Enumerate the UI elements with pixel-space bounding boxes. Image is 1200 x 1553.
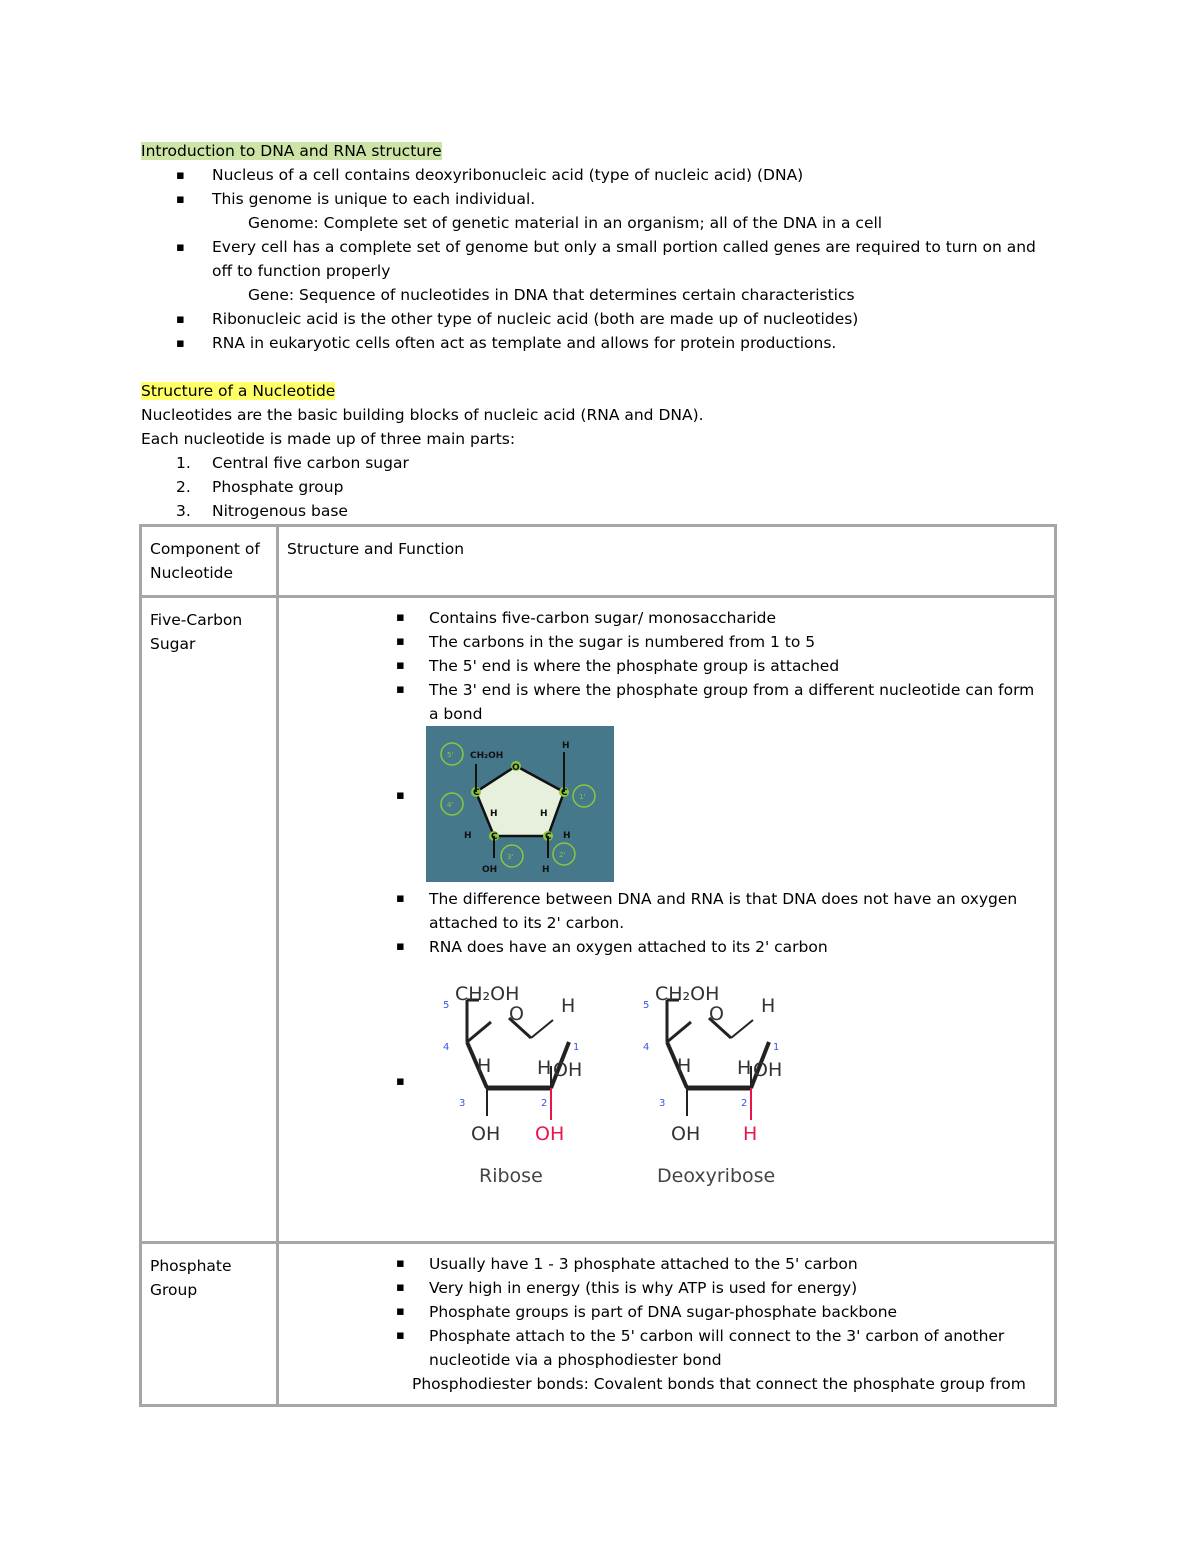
phosphate-bullet-2: Very high in energy (this is why ATP is used for energy) [429, 1279, 858, 1297]
h-label: H [563, 831, 571, 841]
c-label: C [491, 832, 498, 842]
phosphate-label: Phosphate Group [150, 1257, 232, 1299]
ribose-ring-o: O [509, 1003, 524, 1025]
bullet-marker: ▪ [396, 1280, 405, 1295]
list-number: 2. [176, 478, 191, 496]
c-label: C [473, 788, 480, 798]
deoxy-num-1: 1 [773, 1042, 780, 1053]
bullet-marker: ▪ [176, 192, 185, 207]
sugar-bullet-5: The difference between DNA and RNA is that DNA does not have an oxygen [429, 890, 1018, 908]
h-label: H [542, 865, 550, 875]
table-row-phosphate [141, 1243, 1056, 1406]
c-label: C [561, 788, 568, 798]
header-structure: Structure and Function [287, 540, 465, 558]
intro-bullet-2: This genome is unique to each individual. [212, 190, 536, 208]
ribose-num-1: 1 [573, 1042, 580, 1053]
h-label: H [464, 831, 472, 841]
ribose-h1: H [561, 995, 576, 1017]
bullet-marker: ▪ [396, 788, 405, 803]
structure-line-1: Nucleotides are the basic building blocks of nucleic acid (RNA and DNA). [141, 406, 704, 424]
structure-heading: Structure of a Nucleotide [141, 382, 336, 400]
sugar-bullet-4: The 3' end is where the phosphate group from a different nucleotide can form [429, 681, 1035, 699]
sugar-cell [279, 598, 1054, 1241]
deoxy-num-3: 3 [659, 1098, 666, 1109]
table-row-sugar [141, 597, 1056, 1243]
ribose-oh-3: OH [471, 1123, 501, 1145]
ribose-num-4: 4 [443, 1042, 450, 1053]
bullet-marker: ▪ [176, 240, 185, 255]
sugar-bullet-6: RNA does have an oxygen attached to its 2' carbon [429, 938, 828, 956]
sugar-bullet-4-cont: a bond [429, 705, 483, 723]
carbon-number-1: 1' [579, 793, 586, 801]
list-item-phosphate: Phosphate group [212, 478, 344, 496]
intro-bullet-4: Ribonucleic acid is the other type of nucleic acid (both are made up of nucleotides) [212, 310, 859, 328]
intro-bullet-5: RNA in eukaryotic cells often act as template and allows for protein productions. [212, 334, 837, 352]
ribose-h4: H [477, 1055, 492, 1077]
sugar-bullet-3: The 5' end is where the phosphate group is attached [429, 657, 840, 675]
list-number: 1. [176, 454, 191, 472]
h-label: H [562, 741, 570, 751]
list-item-base: Nitrogenous base [212, 502, 348, 520]
nucleotide-table [139, 524, 1057, 1407]
bullet-marker: ▪ [396, 1328, 405, 1343]
phosphate-bullet-3: Phosphate groups is part of DNA sugar-phosphate backbone [429, 1303, 898, 1321]
sugar-bullet-2: The carbons in the sugar is numbered from 1 to 5 [429, 633, 816, 651]
ribose-oh-2: OH [535, 1123, 565, 1145]
deoxyribose-label: Deoxyribose [657, 1165, 776, 1187]
deoxy-h4: H [677, 1055, 692, 1077]
deoxy-h-2: H [743, 1123, 758, 1145]
intro-bullet-3-cont: off to function properly [212, 262, 391, 280]
ribose-num-2: 2 [541, 1098, 548, 1109]
deoxy-ring-o: O [709, 1003, 724, 1025]
bullet-marker: ▪ [396, 658, 405, 673]
structure-line-2: Each nucleotide is made up of three main parts: [141, 430, 516, 448]
bullet-marker: ▪ [176, 168, 185, 183]
deoxyribose-structure [643, 983, 782, 1187]
carbon-number-4: 4' [447, 801, 454, 809]
deoxy-oh-3: OH [671, 1123, 701, 1145]
ribose-h2: H [537, 1057, 552, 1079]
phosphate-cell [279, 1244, 1054, 1404]
sugar-bullet-1: Contains five-carbon sugar/ monosaccharide [429, 609, 777, 627]
deoxy-num-5: 5 [643, 1000, 650, 1011]
ribose-deoxyribose-diagram [439, 970, 839, 1200]
ribose-num-3: 3 [459, 1098, 466, 1109]
pentose-diagram [426, 726, 614, 882]
header-component: Component of Nucleotide [150, 540, 260, 582]
bullet-marker: ▪ [396, 634, 405, 649]
bullet-marker: ▪ [396, 610, 405, 625]
deoxy-ch2oh: CH₂OH [655, 983, 720, 1005]
list-item-sugar: Central five carbon sugar [212, 454, 409, 472]
phosphate-bullet-1: Usually have 1 - 3 phosphate attached to the 5' carbon [429, 1255, 858, 1273]
carbon-number-3: 3' [507, 853, 514, 861]
oh-label: OH [482, 865, 498, 875]
bullet-marker: ▪ [396, 682, 405, 697]
deoxy-h1: H [761, 995, 776, 1017]
ribose-num-5: 5 [443, 1000, 450, 1011]
carbon-number-5: 5' [447, 751, 454, 759]
deoxy-oh-up: OH [753, 1059, 783, 1081]
ribose-oh-up: OH [553, 1059, 583, 1081]
bullet-marker: ▪ [396, 1304, 405, 1319]
bullet-marker: ▪ [396, 891, 405, 906]
list-number: 3. [176, 502, 191, 520]
intro-heading: Introduction to DNA and RNA structure [141, 142, 442, 160]
c-label: C [545, 832, 552, 842]
ch2oh-label: CH₂OH [470, 751, 504, 761]
intro-bullet-1: Nucleus of a cell contains deoxyribonucleic acid (type of nucleic acid) (DNA) [212, 166, 804, 184]
phosphate-bullet-4: Phosphate attach to the 5' carbon will connect to the 3' carbon of another [429, 1327, 1005, 1345]
deoxy-num-2: 2 [741, 1098, 748, 1109]
intro-bullet-3: Every cell has a complete set of genome but only a small portion called genes are required to turn on and [212, 238, 1036, 256]
carbon-number-2: 2' [559, 851, 566, 859]
bullet-marker: ▪ [396, 1074, 405, 1089]
sugar-label: Five-Carbon Sugar [150, 611, 243, 653]
gene-definition: Gene: Sequence of nucleotides in DNA that determines certain characteristics [248, 286, 855, 304]
deoxy-num-4: 4 [643, 1042, 650, 1053]
table-header-row [141, 526, 1056, 597]
bullet-marker: ▪ [176, 336, 185, 351]
bullet-marker: ▪ [176, 312, 185, 327]
bullet-marker: ▪ [396, 1256, 405, 1271]
sugar-bullet-5-cont: attached to its 2' carbon. [429, 914, 625, 932]
ribose-structure [443, 983, 582, 1187]
h-label: H [490, 809, 498, 819]
ribose-label: Ribose [479, 1165, 543, 1187]
ring-oxygen-label: O [512, 763, 520, 773]
phosphodiester-definition: Phosphodiester bonds: Covalent bonds that connect the phosphate group from [412, 1375, 1026, 1393]
h-label: H [540, 809, 548, 819]
bullet-marker: ▪ [396, 939, 405, 954]
ribose-ch2oh: CH₂OH [455, 983, 520, 1005]
genome-definition: Genome: Complete set of genetic material in an organism; all of the DNA in a cell [248, 214, 883, 232]
phosphate-bullet-4-cont: nucleotide via a phosphodiester bond [429, 1351, 722, 1369]
deoxy-h2: H [737, 1057, 752, 1079]
